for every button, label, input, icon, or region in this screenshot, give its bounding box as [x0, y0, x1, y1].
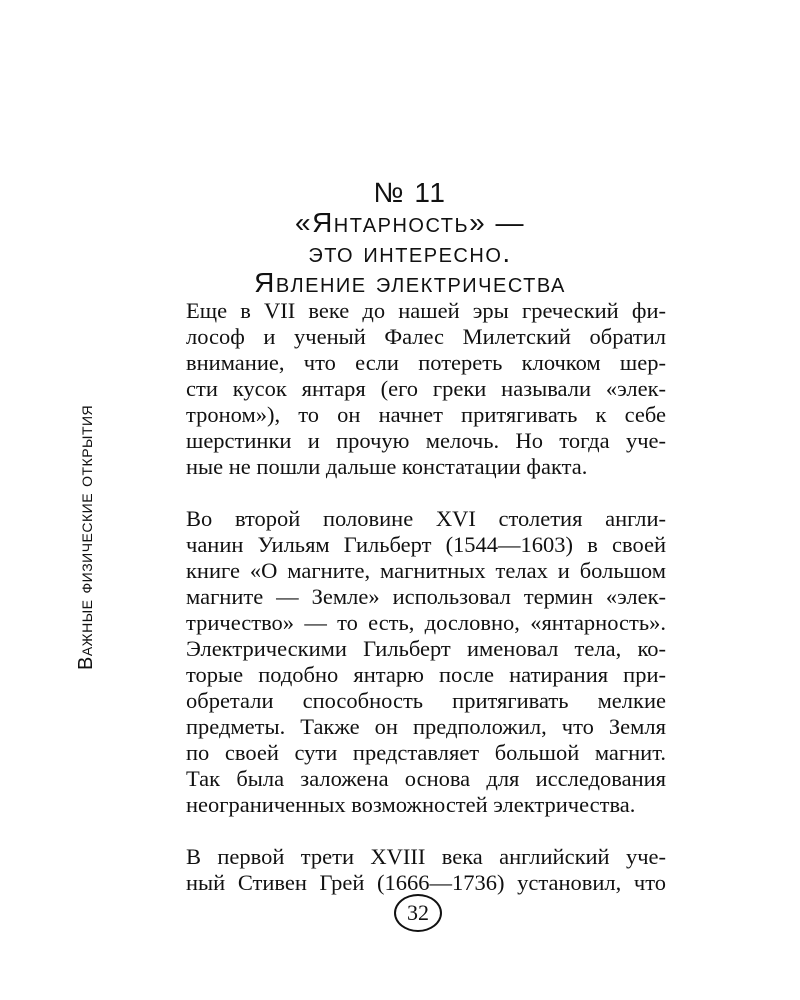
text-line: ные не пошли дальше констатации факта. [186, 454, 588, 479]
body-text [150, 298, 666, 922]
chapter-title-line-3: Явление электричества [254, 267, 566, 298]
text-line: Электрическими Гильберт именовал тела, ко- [186, 636, 666, 661]
text-line: Еще в VII веке до нашей эры греческий фи- [186, 298, 666, 323]
running-header-vertical: Важные физические открытия [75, 404, 97, 670]
text-line: торые подобно янтарю после натирания при- [186, 662, 666, 687]
text-line: В первой трети XVIII века английский уче- [186, 844, 666, 869]
text-line: Так была заложена основа для исследования [186, 766, 666, 791]
chapter-title-line-1: «Янтарность» — [295, 207, 525, 238]
paragraph-1 [150, 298, 666, 480]
text-line: ный Стивен Грей (1666—1736) установил, что [186, 870, 666, 895]
text-line: книге «О магните, магнитных телах и большом [186, 558, 666, 583]
paragraph-2 [150, 506, 666, 818]
page-number: 32 [394, 894, 442, 932]
text-line: сти кусок янтаря (его греки называли «элек- [186, 376, 666, 401]
chapter-title-line-2: это интересно. [308, 237, 512, 268]
text-line: шерстинки и прочую мелочь. Но тогда уче- [186, 428, 666, 453]
paragraph-3 [150, 844, 666, 896]
text-line: лософ и ученый Фалес Милетский обратил [186, 324, 666, 349]
text-line: внимание, что если потереть клочком шер- [186, 350, 666, 375]
text-line: магните — Земле» использовал термин «элек- [186, 584, 666, 609]
text-line: троном»), то он начнет притягивать к себе [186, 402, 666, 427]
text-line: по своей сути представляет большой магнит. [186, 740, 666, 765]
text-line: чанин Уильям Гильберт (1544—1603) в своей [186, 532, 666, 557]
text-line: неограниченных возможностей электричества. [186, 792, 636, 817]
chapter-heading [160, 178, 660, 298]
text-line: обретали способность притягивать мелкие [186, 688, 666, 713]
chapter-number: № 11 [373, 177, 447, 208]
text-line: тричество» — то есть, дословно, «янтарность». [186, 610, 666, 635]
text-line: Во второй половине XVI столетия англи- [186, 506, 666, 531]
text-line: предметы. Также он предположил, что Земля [186, 714, 666, 739]
